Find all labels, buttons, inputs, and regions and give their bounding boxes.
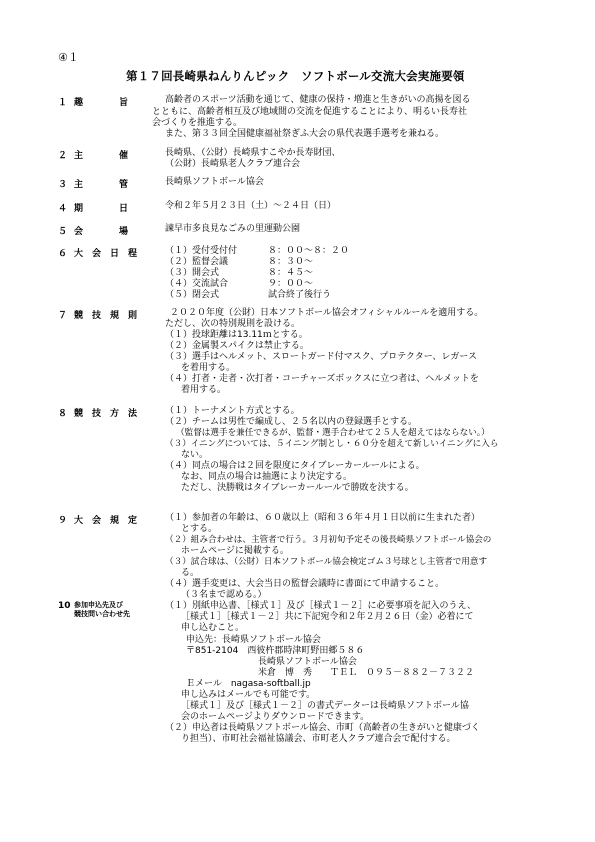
- schedule-item: （３）開会式: [165, 268, 220, 278]
- body-line: とする。: [181, 524, 218, 534]
- body-line: ただし、決勝戦はタイブレーカールールで勝敗を決する。: [181, 483, 414, 493]
- body-line: ただし、次の特別規則を設ける。: [165, 319, 301, 329]
- section-heading: 主 管: [74, 180, 129, 190]
- section-heading: 大 会 規 定: [74, 516, 138, 526]
- body-line: （２）申込者は長崎県ソフトボール協会、市町（高齢者の生きがいと健康づく: [165, 723, 480, 733]
- body-line: 令和２年５月２３日（土）～２４日（日）: [165, 201, 337, 211]
- page-title: 第１７回長崎県ねんりんピック ソフトボール交流大会実施要領: [126, 69, 465, 83]
- schedule-item: （２）監督会議: [165, 257, 229, 267]
- body-line: ［様式１］及び［様式１－２］の書式データーは長崎県ソフトボール協: [181, 701, 469, 711]
- schedule-time: ８：３０～: [268, 257, 314, 267]
- body-line: 〒851-2104 西彼杵郡時津町野田郷５８６: [186, 646, 365, 656]
- schedule-item: （１）受付受付付: [165, 246, 238, 256]
- body-line: 会のホームページよりダウンロードできます。: [181, 712, 370, 722]
- section-number: ９: [58, 516, 68, 526]
- body-line: （３）試合球は、（公財）日本ソフトボール協会検定ゴム３号球とし主管者で用意す: [165, 557, 488, 567]
- body-line: （３）イニングについては、５イニング制とし・６０分を超えて新しいイニングに入ら: [165, 439, 499, 449]
- body-line: （２）組み合わせは、主管者で行う。３月初旬予定その後長崎県ソフトボール協会の: [165, 535, 492, 545]
- body-line: （２）チームは男性で編成し、２５名以内の登録選手とする。: [165, 417, 418, 427]
- body-line: ［様式１］［様式１－２］共に下記宛令和２年２月２６日（金）必着にて: [181, 612, 474, 622]
- section-number: ４: [58, 204, 68, 214]
- section-heading: 主 催: [74, 151, 129, 161]
- schedule-time: ９：００～: [268, 279, 314, 289]
- body-line: なお、同点の場合は抽選により決定する。: [181, 472, 353, 482]
- body-line: ホームページに掲載する。: [181, 546, 289, 556]
- body-line: Ｅメール nagasa-softball.jp: [186, 679, 311, 689]
- section-heading: 競 技 規 則: [74, 311, 138, 321]
- body-line: （１）別紙申込書、［様式１］及び［様式１－２］に必要事項を記入のうえ、: [165, 601, 477, 611]
- schedule-time: ８：４５～: [268, 268, 314, 278]
- body-line: とともに、高齢者相互及び地域間の交流を促進することにより、明るい長寿社: [152, 107, 468, 117]
- body-line: 長崎県ソフトボール協会: [165, 177, 264, 187]
- section-heading: 競 技 方 法: [74, 409, 138, 419]
- body-line: （１）参加者の年齢は、６０歳以上（昭和３６年４月１日以前に生まれた者）: [165, 513, 481, 523]
- section-number: ６: [58, 249, 68, 259]
- body-line: る。: [181, 568, 200, 578]
- section-number: 10: [58, 601, 71, 611]
- schedule-item: （５）閉会式: [165, 290, 220, 300]
- schedule-item: （４）交流試合: [165, 279, 229, 289]
- body-line: ２０２０年度（公財）日本ソフトボール協会オフィシャルルールを適用する。: [170, 308, 484, 318]
- body-line: （３）選手はヘルメット、スロートガード付マスク、プロテクター、レガース: [165, 352, 477, 362]
- body-line: 申込先：長崎県ソフトボール協会: [186, 635, 321, 645]
- body-line: り担当）、市町社会福祉協議会、市町老人クラブ連合会で配付する。: [181, 734, 456, 744]
- body-line: 諫早市多良見なごみの里運動公園: [165, 224, 301, 234]
- body-line: 米倉 博 秀 ＴＥＬ ０９５－８８２－７３２２: [258, 668, 475, 678]
- body-line: 高齢者のスポーツ活動を通じて、健康の保持・増進と生きがいの高揚を図る: [165, 95, 471, 105]
- body-line: （２）金属製スパイクは禁止する。: [165, 341, 309, 351]
- body-line: 申し込むこと。: [181, 623, 245, 633]
- section-number: ５: [58, 227, 68, 237]
- body-line: （１）トーナメント方式とする。: [165, 406, 300, 416]
- body-line: ない。: [181, 450, 209, 460]
- body-line: を着用する。: [181, 363, 236, 373]
- body-line: また、第３３回全国健康福祉祭ぎふ大会の県代表選手選考を兼ねる。: [165, 129, 445, 139]
- schedule-time: ８：００～８：２０: [268, 246, 350, 256]
- section-number: ３: [58, 180, 68, 190]
- section-heading: 会 場: [74, 227, 129, 237]
- body-line: （４）打者・走者・次打者・コーチャーズボックスに立つ者は、ヘルメットを: [165, 374, 479, 384]
- body-line: 長崎県ソフトボール協会: [258, 657, 357, 667]
- body-line: （３名まで認める。）: [181, 590, 267, 600]
- section-heading: 参加申込先及び 競技問い合わせ先: [74, 601, 130, 618]
- section-number: １: [58, 98, 68, 108]
- body-line: 着用する。: [181, 385, 227, 395]
- body-line: （１）投球距離は13.11ｍとする。: [165, 330, 308, 340]
- body-line: （４）選手変更は、大会当日の監督会議時に書面にて申請すること。: [165, 579, 445, 589]
- section-heading: 大 会 日 程: [74, 249, 138, 259]
- section-number: ２: [58, 151, 68, 161]
- body-line: 会づくりを推進する。: [152, 118, 243, 128]
- section-heading: 期 日: [74, 204, 129, 214]
- section-number: ７: [58, 311, 68, 321]
- section-heading: 趣 旨: [74, 98, 129, 108]
- section-number: ８: [58, 409, 68, 419]
- schedule-time: 試合終了後行う: [268, 290, 332, 300]
- body-line: 申し込みはメールでも可能です。: [181, 690, 316, 700]
- body-line: （監督は選手を兼任できるが、監督・選手合わせて２５人を超えてはならない。）: [176, 428, 490, 438]
- body-line: （公財）長崎県老人クラブ連合会: [165, 159, 301, 169]
- document-number: ④１: [58, 51, 79, 64]
- body-line: 長崎県、（公財）長崎県すこやか長寿財団、: [165, 148, 341, 158]
- body-line: （４）同点の場合は２回を限度にタイブレーカールールによる。: [165, 461, 425, 471]
